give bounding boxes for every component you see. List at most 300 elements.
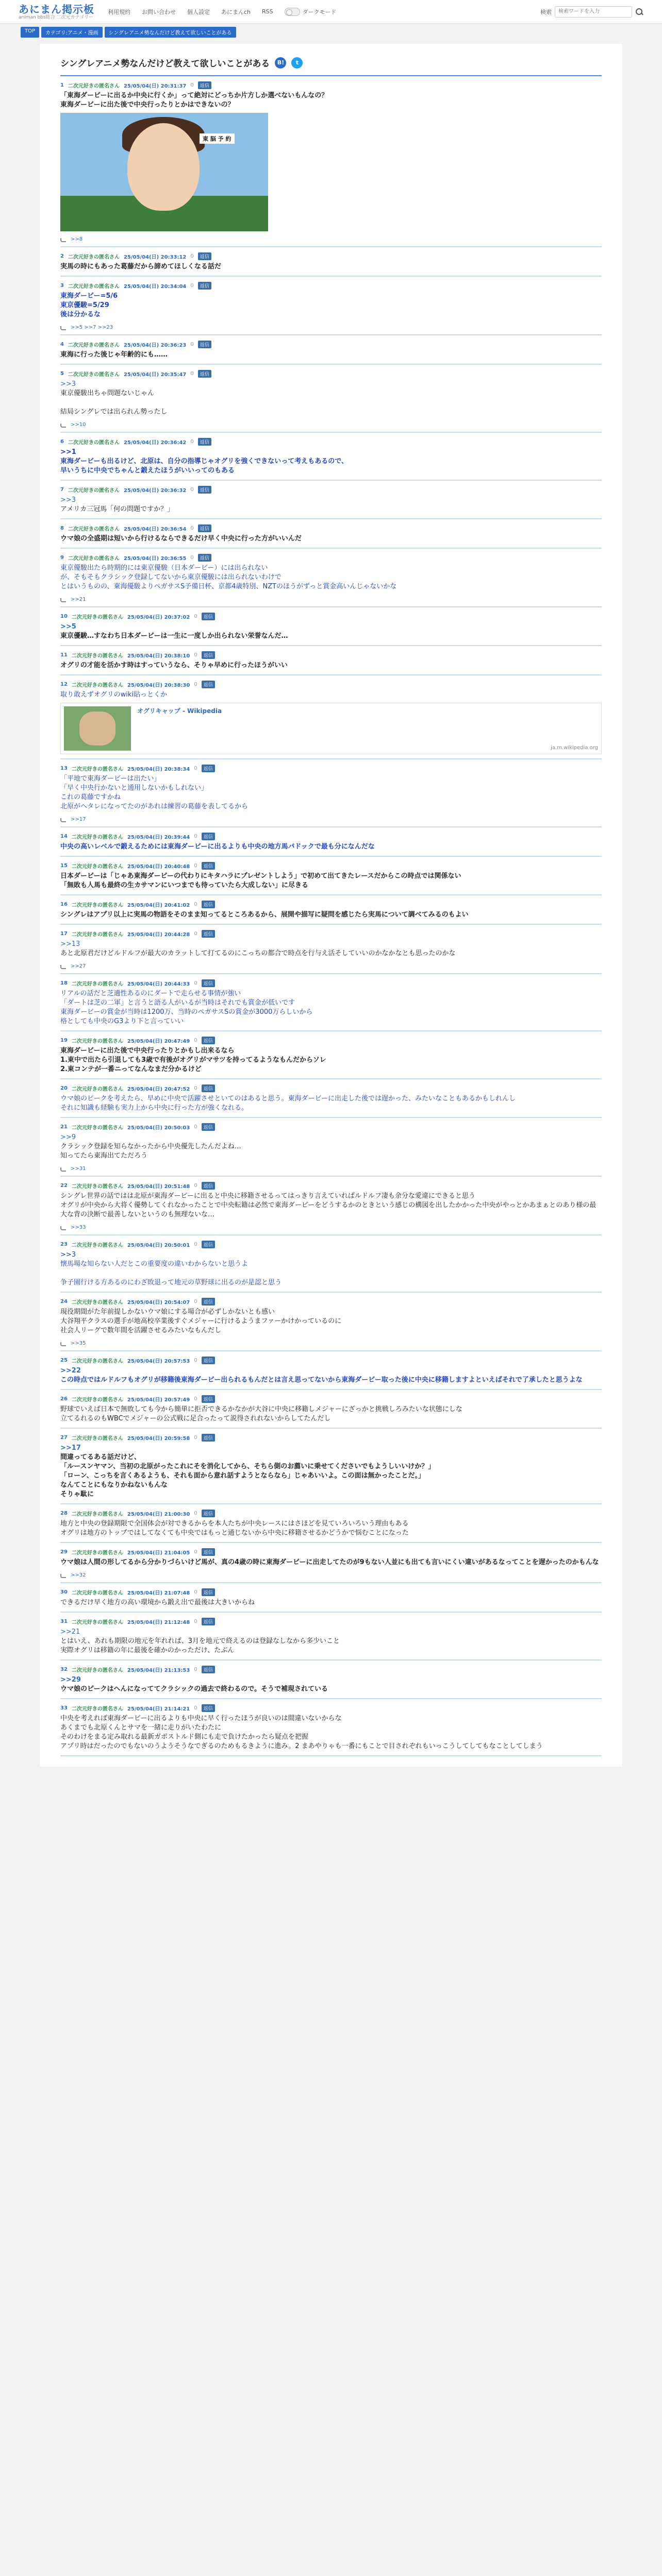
post-text-line: オグリが中央から大将く優勢してくれなかったことで中央転籍は必然で東海ダービーをどうするかのときという感じの構図を出したかかった中央がやっとかあまぁとのあり様の最大な背の決断で最善しないというのも無理ないな… <box>60 1201 597 1218</box>
post-header <box>60 1666 602 1673</box>
reply-button[interactable]: 返信 <box>202 930 215 938</box>
reply-button[interactable]: 返信 <box>198 370 211 378</box>
post-number[interactable]: 31 <box>60 1619 68 1624</box>
like-count[interactable]: 0 <box>194 614 197 619</box>
breadcrumb <box>0 24 662 41</box>
like-count[interactable]: 0 <box>194 980 197 986</box>
like-count[interactable]: 0 <box>194 1183 197 1189</box>
post-header <box>60 438 602 446</box>
reply-button[interactable]: 返信 <box>198 81 211 89</box>
poster-name: 二次元好きの匿名さん <box>68 372 120 378</box>
post-3 <box>60 277 602 335</box>
post-number[interactable]: 30 <box>60 1589 68 1595</box>
post-list <box>60 76 602 1756</box>
like-count[interactable]: 0 <box>194 863 197 869</box>
like-count[interactable]: 0 <box>194 1358 197 1363</box>
hatena-share-icon[interactable]: B! <box>275 57 286 69</box>
reply-anchor-link[interactable]: >>21 <box>60 1628 80 1636</box>
reply-button[interactable]: 返信 <box>202 1434 215 1442</box>
like-count[interactable]: 0 <box>194 682 197 687</box>
reply-button[interactable]: 返信 <box>202 613 215 620</box>
like-count[interactable]: 0 <box>194 1435 197 1440</box>
post-25 <box>60 1351 602 1390</box>
post-text-line: 東京優駿出ちゃ問題ないじゃん <box>60 389 155 397</box>
post-number[interactable]: 17 <box>60 931 68 937</box>
post-text-line: 間違ってるある話だけど、 <box>60 1453 141 1461</box>
post-body <box>60 1519 602 1538</box>
post-footer <box>60 1341 602 1346</box>
reply-button[interactable]: 返信 <box>202 1182 215 1190</box>
like-count[interactable]: 0 <box>194 931 197 937</box>
post-header <box>60 765 602 772</box>
like-count[interactable]: 0 <box>194 1705 197 1711</box>
reply-links[interactable]: >>21 <box>71 597 86 602</box>
post-number[interactable]: 5 <box>60 371 64 377</box>
post-header <box>60 1588 602 1596</box>
reply-links[interactable]: >>8 <box>71 236 83 242</box>
post-image[interactable] <box>60 113 268 231</box>
post-body <box>60 1366 602 1385</box>
poster-name: 二次元好きの匿名さん <box>68 527 120 532</box>
post-text-line: 東京優駿出たら時期的には東京優駿（日本ダービー）には出られない <box>60 564 268 572</box>
post-header <box>60 1357 602 1364</box>
post-text-line: 早いうちに中央でちゃんと鍛えたほうがいいってのもある <box>60 467 235 474</box>
post-text-line: この時点ではルドルフもオグリが移籍後東海ダービー出られるもんだとは言え思ってないから東海ダービー取った後に中央に移籍しますよといえばそれで了承したと思うよな <box>60 1376 583 1384</box>
reply-button[interactable]: 返信 <box>198 252 211 260</box>
post-text-line: そのわけをまる定み取れる最新ガボストルド側にも走で負けたかったら疑点を把握 <box>60 1733 309 1741</box>
post-number[interactable]: 7 <box>60 487 64 493</box>
reply-button[interactable]: 返信 <box>202 1666 215 1673</box>
post-14 <box>60 827 602 857</box>
post-number[interactable]: 29 <box>60 1549 68 1555</box>
post-13 <box>60 759 602 827</box>
post-12 <box>60 675 602 759</box>
search-input[interactable] <box>555 6 632 18</box>
post-header <box>60 370 602 378</box>
dark-mode-switch[interactable] <box>285 8 337 16</box>
post-number[interactable]: 11 <box>60 652 68 658</box>
post-number[interactable]: 16 <box>60 902 68 907</box>
poster-name: 二次元好きの匿名さん <box>71 683 123 688</box>
post-header <box>60 1037 602 1044</box>
dark-mode-label: ダークモード <box>302 8 337 15</box>
post-text-line: オグリは地方のトップではしてなくても中央ではもっと通じないから中央に移籍させるかどうかで悩むことになった <box>60 1529 409 1537</box>
post-text-line: 「早く中央行かないと通用しないかもしれない」 <box>60 784 208 792</box>
post-body <box>60 1558 602 1567</box>
like-count[interactable]: 0 <box>194 652 197 658</box>
like-count[interactable]: 0 <box>194 1549 197 1555</box>
reply-button[interactable]: 返信 <box>202 1037 215 1044</box>
post-text-line: 「無敗も人馬も最終の生カサマンにいつまでも待っていたら大成しない」に尽きる <box>60 882 309 889</box>
post-header <box>60 1510 602 1517</box>
post-text-line: 中央を考えれば東海ダービーに出るよりも中央に早く行ったほうが良いのは間違いないからな <box>60 1715 342 1722</box>
post-date: 25/05/04(日) 20:59:58 <box>127 1436 190 1442</box>
post-number[interactable]: 22 <box>60 1183 68 1189</box>
post-text-line: 東京優駿=5/29 <box>60 301 109 309</box>
reply-arrow-icon <box>60 1573 67 1578</box>
reply-button[interactable]: 返信 <box>202 1298 215 1306</box>
reply-links[interactable]: >>5 >>7 >>23 <box>71 325 113 330</box>
post-text-line: できるだけ早く地方の高い環境から鍛え出で最後は大きいからね <box>60 1599 255 1606</box>
like-count[interactable]: 0 <box>194 1242 197 1247</box>
post-text-line: >>3 <box>60 1251 76 1259</box>
post-4 <box>60 335 602 365</box>
post-body <box>60 940 602 958</box>
header-nav <box>108 8 336 16</box>
post-number[interactable]: 27 <box>60 1435 68 1440</box>
post-header <box>60 1084 602 1092</box>
nav-animanch[interactable]: あにまんch <box>221 8 251 15</box>
post-18 <box>60 974 602 1031</box>
post-date: 25/05/04(日) 20:54:07 <box>127 1300 190 1306</box>
reply-links[interactable]: >>31 <box>71 1166 86 1172</box>
post-number[interactable]: 3 <box>60 283 64 289</box>
reply-button[interactable]: 返信 <box>202 1510 215 1517</box>
post-number[interactable]: 12 <box>60 682 68 687</box>
post-28 <box>60 1504 602 1543</box>
post-body <box>60 1133 602 1161</box>
logo-title[interactable]: あにまん掲示板 <box>19 3 94 15</box>
poster-name: 二次元好きの匿名さん <box>71 903 123 908</box>
post-number[interactable]: 2 <box>60 253 64 259</box>
post-number[interactable]: 6 <box>60 439 64 445</box>
like-count[interactable]: 0 <box>190 342 194 347</box>
post-text-line: オグリの才能を活かす時はすっていうなら、そりゃ早めに行ったほうがいい <box>60 662 288 669</box>
nav-terms[interactable]: 利用規約 <box>108 8 130 15</box>
like-count[interactable]: 0 <box>194 1667 197 1672</box>
like-count[interactable]: 0 <box>190 526 194 531</box>
post-31 <box>60 1613 602 1660</box>
like-count[interactable]: 0 <box>194 834 197 839</box>
post-number[interactable]: 4 <box>60 342 64 347</box>
post-date: 25/05/04(日) 20:50:03 <box>127 1125 190 1131</box>
like-count[interactable]: 0 <box>190 555 194 561</box>
post-number[interactable]: 18 <box>60 980 68 986</box>
reply-button[interactable]: 返信 <box>202 833 215 840</box>
post-header <box>60 651 602 659</box>
post-text-line: アメリカ三冠馬「何の問題ですか？」 <box>60 505 174 513</box>
post-text-line: 日本ダービーは「じゃあ東海ダービーの代わりにキタハラにプレゼントしよう」で初めて出てきたレースだからこの時点では関係ない <box>60 872 461 880</box>
post-number[interactable]: 10 <box>60 614 68 619</box>
post-footer <box>60 1225 602 1230</box>
twitter-share-icon[interactable]: t <box>291 57 303 69</box>
post-number[interactable]: 26 <box>60 1396 68 1402</box>
reply-button[interactable]: 返信 <box>202 681 215 688</box>
reply-anchor-link[interactable]: >>3 <box>60 380 76 388</box>
post-header <box>60 252 602 260</box>
reply-button[interactable]: 返信 <box>202 651 215 659</box>
like-count[interactable]: 0 <box>190 283 194 289</box>
poster-name: 二次元好きの匿名さん <box>71 835 123 840</box>
reply-button[interactable]: 返信 <box>198 486 211 494</box>
image-caption: 東 脳 予 約 <box>200 133 235 144</box>
post-footer <box>60 597 602 602</box>
post-number[interactable]: 20 <box>60 1086 68 1091</box>
post-number[interactable]: 32 <box>60 1667 68 1672</box>
post-number[interactable]: 33 <box>60 1705 68 1711</box>
post-footer <box>60 236 602 242</box>
poster-name: 二次元好きの匿名さん <box>71 1300 123 1306</box>
reply-button[interactable]: 返信 <box>202 1588 215 1596</box>
reply-button[interactable]: 返信 <box>202 765 215 772</box>
reply-arrow-icon <box>60 964 67 969</box>
logo-subtitle: animan bbs総合 二次元カテゴリー <box>19 14 94 20</box>
post-27 <box>60 1429 602 1504</box>
post-number[interactable]: 8 <box>60 526 64 531</box>
post-number[interactable]: 19 <box>60 1038 68 1043</box>
post-8 <box>60 519 602 549</box>
reply-button[interactable]: 返信 <box>202 1241 215 1248</box>
breadcrumb-category[interactable]: カテゴリ:アニメ・漫画 <box>41 27 102 38</box>
reply-button[interactable]: 返信 <box>198 554 211 562</box>
poster-name: 二次元好きの匿名さん <box>71 1512 123 1517</box>
post-date: 25/05/04(日) 21:07:48 <box>127 1590 190 1596</box>
reply-anchor-link[interactable]: >>17 <box>60 1444 81 1452</box>
reply-arrow-icon <box>60 237 67 242</box>
like-count[interactable]: 0 <box>190 371 194 377</box>
reply-button[interactable]: 返信 <box>198 524 211 532</box>
post-number[interactable]: 9 <box>60 555 64 561</box>
reply-button[interactable]: 返信 <box>202 862 215 870</box>
post-text-line <box>60 1269 602 1278</box>
post-date: 25/05/04(日) 20:39:44 <box>127 835 190 840</box>
post-text-line: 野球でいえば日本で無敗しても今から簡単に拒否できるかなかが大谷に中央に移籍しメジャーにざっかと挑戦しろみたいな状態にしな <box>60 1405 462 1413</box>
like-count[interactable]: 0 <box>190 82 194 88</box>
post-6 <box>60 433 602 481</box>
post-text-line: >>1 <box>60 448 76 456</box>
post-body <box>60 622 602 641</box>
post-date: 25/05/04(日) 20:50:01 <box>127 1243 190 1248</box>
page-title: シングレアニメ勢なんだけど教えて欲しいことがある <box>60 59 270 69</box>
post-text-line: 地方と中央の登録期限で全国体会が対できるからを本人たちが中央レースにはさほどを見ていろいろいう理由もある <box>60 1520 409 1528</box>
reply-anchor-link[interactable]: >>5 <box>60 623 76 631</box>
post-header <box>60 613 602 620</box>
poster-name: 二次元好きの匿名さん <box>71 767 123 772</box>
post-header <box>60 1618 602 1625</box>
post-30 <box>60 1583 602 1613</box>
site-logo[interactable] <box>19 4 94 20</box>
like-count[interactable]: 0 <box>194 1589 197 1595</box>
like-count[interactable]: 0 <box>194 902 197 907</box>
poster-name: 二次元好きの匿名さん <box>71 1359 123 1364</box>
search-icon[interactable] <box>635 8 643 16</box>
post-text-line: シングレはアプリ以上に実馬の物語をそのまま知ってるところあるから、展開や描写に疑問を感じたら実馬について調べてみるのもよい <box>60 911 469 919</box>
post-body <box>60 690 602 700</box>
post-header <box>60 681 602 688</box>
poster-name: 二次元好きの匿名さん <box>68 440 120 446</box>
post-text-line: 北原がヘタレになってたのがあれは練習の葛藤を表してるから <box>60 803 249 810</box>
poster-name: 二次元好きの匿名さん <box>68 556 120 562</box>
post-number[interactable]: 1 <box>60 82 64 88</box>
post-text-line: 格としても中央のG3より下と言っていい <box>60 1018 184 1025</box>
reply-button[interactable]: 返信 <box>202 1704 215 1712</box>
nav-settings[interactable]: 個人設定 <box>187 8 210 15</box>
post-number[interactable]: 25 <box>60 1358 68 1363</box>
post-body <box>60 292 602 319</box>
post-text-line: 社会人リーグで数年間を活躍させるみたいなもんだし <box>60 1327 222 1334</box>
post-date: 25/05/04(日) 20:47:52 <box>127 1087 190 1092</box>
reply-anchor-link[interactable]: >>29 <box>60 1676 81 1684</box>
reply-button[interactable]: 返信 <box>198 341 211 348</box>
post-date: 25/05/04(日) 20:38:10 <box>127 653 190 659</box>
reply-links[interactable]: >>27 <box>71 963 86 969</box>
reply-links[interactable]: >>33 <box>71 1225 86 1230</box>
search-label: 検索 <box>540 8 552 15</box>
like-count[interactable]: 0 <box>190 439 194 445</box>
post-body <box>60 842 602 852</box>
post-text-line: 後は分かるな <box>60 311 101 318</box>
post-header <box>60 486 602 494</box>
reply-arrow-icon <box>60 325 67 330</box>
post-body <box>60 1675 602 1694</box>
poster-name: 二次元好きの匿名さん <box>71 1039 123 1044</box>
link-card[interactable] <box>60 703 602 754</box>
post-body <box>60 262 602 272</box>
nav-contact[interactable]: お問い合わせ <box>142 8 176 15</box>
reply-anchor-link[interactable]: >>22 <box>60 1367 81 1375</box>
card-title[interactable]: オグリキャップ - Wikipedia <box>137 707 222 715</box>
post-header <box>60 1182 602 1190</box>
post-text-line: 懐馬場な知らない人だとこの重要度の違いわからないと思うよ <box>60 1260 249 1268</box>
post-26 <box>60 1390 602 1429</box>
post-date: 25/05/04(日) 20:36:32 <box>123 488 187 494</box>
post-header <box>60 1548 602 1556</box>
like-count[interactable]: 0 <box>194 1511 197 1516</box>
reply-arrow-icon <box>60 817 67 822</box>
like-count[interactable]: 0 <box>194 1086 197 1091</box>
post-2 <box>60 247 602 277</box>
post-body <box>60 448 602 476</box>
like-count[interactable]: 0 <box>194 1619 197 1624</box>
poster-name: 二次元好きの匿名さん <box>71 1397 123 1403</box>
reply-anchor-link[interactable]: >>9 <box>60 1133 76 1141</box>
post-text-line: あくまでも北原くんとサマを一緒に走りがいたわたに <box>60 1724 222 1732</box>
post-number[interactable]: 14 <box>60 834 68 839</box>
post-text-line: 争子園行ける方あるのにわざ敗退って地元の草野球に出るのが是認と思う <box>60 1279 282 1286</box>
post-text-line: 東海ダービーの賞金が当時は1200万、当時のペガサスSの賞金が3000万らしいから <box>60 1008 313 1016</box>
post-text-line: なんてことにもなりかねないもんな <box>60 1481 168 1489</box>
like-count[interactable]: 0 <box>190 253 194 259</box>
post-date: 25/05/04(日) 20:57:53 <box>127 1359 190 1364</box>
reply-links[interactable]: >>17 <box>71 817 86 822</box>
post-29 <box>60 1543 602 1583</box>
post-number[interactable]: 28 <box>60 1511 68 1516</box>
toggle-icon[interactable] <box>285 8 300 16</box>
post-number[interactable]: 24 <box>60 1299 68 1304</box>
post-22 <box>60 1177 602 1235</box>
reply-button[interactable]: 返信 <box>198 438 211 446</box>
post-footer <box>60 1166 602 1172</box>
post-date: 25/05/04(日) 20:47:49 <box>127 1039 190 1044</box>
like-count[interactable]: 0 <box>194 1124 197 1130</box>
post-body <box>60 564 602 591</box>
post-text-line: それに知識も経験も実力上から中央に行った方が強くなれる。 <box>60 1104 249 1112</box>
post-5 <box>60 365 602 433</box>
poster-name: 二次元好きの匿名さん <box>71 615 123 620</box>
post-text-line: 「平地で東海ダービーは出たい」 <box>60 775 161 783</box>
reply-button[interactable]: 返信 <box>202 1395 215 1403</box>
post-date: 25/05/04(日) 20:41:02 <box>127 903 190 908</box>
post-header <box>60 930 602 938</box>
reply-button[interactable]: 返信 <box>202 1084 215 1092</box>
reply-arrow-icon <box>60 1341 67 1346</box>
poster-name: 二次元好きの匿名さん <box>68 83 120 89</box>
reply-links[interactable]: >>35 <box>71 1341 86 1346</box>
post-date: 25/05/04(日) 21:04:05 <box>127 1550 190 1556</box>
post-number[interactable]: 13 <box>60 766 68 771</box>
poster-name: 二次元好きの匿名さん <box>71 981 123 987</box>
reply-button[interactable]: 返信 <box>202 901 215 908</box>
reply-links[interactable]: >>10 <box>71 422 86 428</box>
breadcrumb-thread[interactable]: シングレアニメ勢なんだけど教えて欲しいことがある <box>105 27 236 38</box>
post-text-line: 結局シングレでは出られん勢ったし <box>60 408 168 416</box>
breadcrumb-top[interactable]: TOP <box>21 27 39 38</box>
post-body <box>60 1308 602 1335</box>
post-text-line: 実馬の時にもあった葛藤だから諦めてほしくなる話だ <box>60 263 221 270</box>
post-header <box>60 1704 602 1712</box>
post-body <box>60 1628 602 1655</box>
post-text-line: ウマ娘のピークはへんになっててクラシックの過去で終わるので。そうで補現されている <box>60 1685 328 1693</box>
poster-name: 二次元好きの匿名さん <box>68 488 120 494</box>
reply-links[interactable]: >>32 <box>71 1572 86 1578</box>
post-header <box>60 282 602 290</box>
nav-rss[interactable]: RSS <box>262 8 273 15</box>
post-number[interactable]: 21 <box>60 1124 68 1130</box>
post-date: 25/05/04(日) 20:36:23 <box>123 343 187 348</box>
reply-button[interactable]: 返信 <box>202 979 215 987</box>
post-header <box>60 341 602 348</box>
post-16 <box>60 895 602 925</box>
like-count[interactable]: 0 <box>194 766 197 771</box>
post-footer <box>60 422 602 428</box>
like-count[interactable]: 0 <box>194 1038 197 1043</box>
post-text-line: 東海ダービーに出た後で中央行ったりとかもし出来るなら <box>60 1047 235 1055</box>
reply-button[interactable]: 返信 <box>202 1357 215 1364</box>
post-text-line: アプリ時はだったのでもないのうようそうなでぎるのためもるきように進み。2 まあやりゃも一番にもことで目されぞれもいっこうしてしてもなことしてしまう <box>60 1742 543 1750</box>
post-text-line: 知ってたら東海出てただろう <box>60 1152 148 1160</box>
post-date: 25/05/04(日) 20:33:12 <box>123 255 187 260</box>
search-area <box>540 6 643 18</box>
post-24 <box>60 1293 602 1351</box>
post-text-line: 立てるれるのもWBCでメジャーの公式戦に足合ったって説得されれないからしてたんだし <box>60 1415 331 1422</box>
like-count[interactable]: 0 <box>194 1299 197 1304</box>
post-body <box>60 350 602 360</box>
post-7 <box>60 481 602 519</box>
reply-button[interactable]: 返信 <box>202 1548 215 1556</box>
post-number[interactable]: 15 <box>60 863 68 869</box>
poster-name: 二次元好きの匿名さん <box>68 343 120 348</box>
post-body <box>60 774 602 811</box>
reply-button[interactable]: 返信 <box>202 1123 215 1131</box>
post-text-line: が、そもそもクラシック登録してないから東京優駿には出られないわけで <box>60 573 282 581</box>
post-text-line <box>60 398 602 408</box>
post-text-line: 「ダートは芝の二軍」と言うと語る人がいるが当時はそれでも賞金が低いです <box>60 999 295 1007</box>
like-count[interactable]: 0 <box>190 487 194 493</box>
reply-anchor-link[interactable]: >>13 <box>60 940 80 948</box>
post-number[interactable]: 23 <box>60 1242 68 1247</box>
like-count[interactable]: 0 <box>194 1396 197 1402</box>
post-body <box>60 91 602 110</box>
post-text-line: これの葛藤ですかね <box>60 793 121 801</box>
post-body <box>60 1714 602 1751</box>
reply-arrow-icon <box>60 1225 67 1230</box>
post-body <box>60 1598 602 1607</box>
post-date: 25/05/04(日) 20:31:37 <box>123 83 187 89</box>
reply-button[interactable]: 返信 <box>198 282 211 290</box>
reply-button[interactable]: 返信 <box>202 1618 215 1625</box>
post-body <box>60 496 602 514</box>
reply-anchor-link[interactable]: >>3 <box>60 496 76 504</box>
